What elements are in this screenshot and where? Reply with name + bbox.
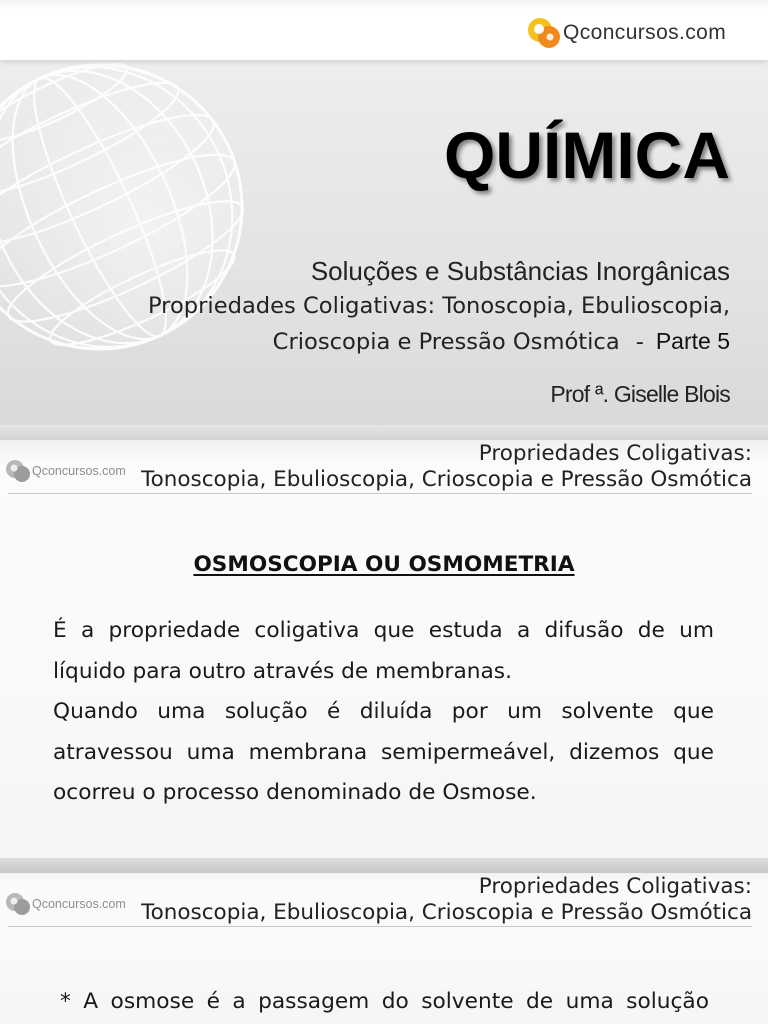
text-line: Quando uma solução é diluída por um solvente que [53,699,714,724]
slide-header [141,874,752,926]
logo-text: Qconcursos.com [563,21,727,44]
slide-separator [0,858,768,873]
header-divider [8,493,752,494]
qconcursos-logo-icon [5,891,31,917]
topic-line-2 [273,327,730,356]
logo-text: Qconcursos.com [32,464,126,478]
qconcursos-watermark-logo [5,457,126,485]
qconcursos-watermark-logo [5,890,126,918]
title-slide [0,0,768,425]
qconcursos-logo-icon [5,458,31,484]
section-heading: OSMOSCOPIA OU OSMOMETRIA [193,552,575,577]
text-line: atravessou uma membrana semipermeável, dizemos que [53,739,714,765]
content-slide [0,440,768,858]
globe-wireframe [0,18,260,395]
body-paragraph [60,982,709,1023]
slide-header [141,441,752,493]
text-line: É a propriedade coligativa que estuda a difusão de um [53,618,714,643]
header-line-2: Tonoscopia, Ebulioscopia, Crioscopia e Pressão Osmótica [141,467,752,492]
header-line-1: Propriedades Coligativas: [478,874,752,899]
topic-separator: - [635,329,644,355]
content-slide [0,873,768,1024]
topic-line-1: Propriedades Coligativas: Tonoscopia, Ebulioscopia, [147,293,730,319]
header-line-1: Propriedades Coligativas: [478,441,752,466]
header-divider [8,926,752,927]
presentation-subtitle: Soluções e Substâncias Inorgânicas [310,256,730,286]
body-paragraph [53,611,714,814]
presentation-title: QUÍMICA [444,118,730,192]
qconcursos-logo [527,15,726,51]
text-line: * A osmose é a passagem do solvente de uma solução [60,989,709,1014]
text-line: líquido para outro através de membranas. [53,658,512,684]
text-line: ocorreu o processo denominado de Osmose. [53,780,537,805]
part-label: Parte 5 [655,328,730,354]
globe-graphic [0,0,260,425]
logo-text: Qconcursos.com [32,897,126,911]
header-line-2: Tonoscopia, Ebulioscopia, Crioscopia e Pressão Osmótica [141,900,752,925]
topic-text: Crioscopia e Pressão Osmótica [272,329,620,355]
author-name: Prof ª. Giselle Blois [550,381,730,407]
slide-separator [0,425,768,440]
qconcursos-logo-icon [527,16,561,50]
